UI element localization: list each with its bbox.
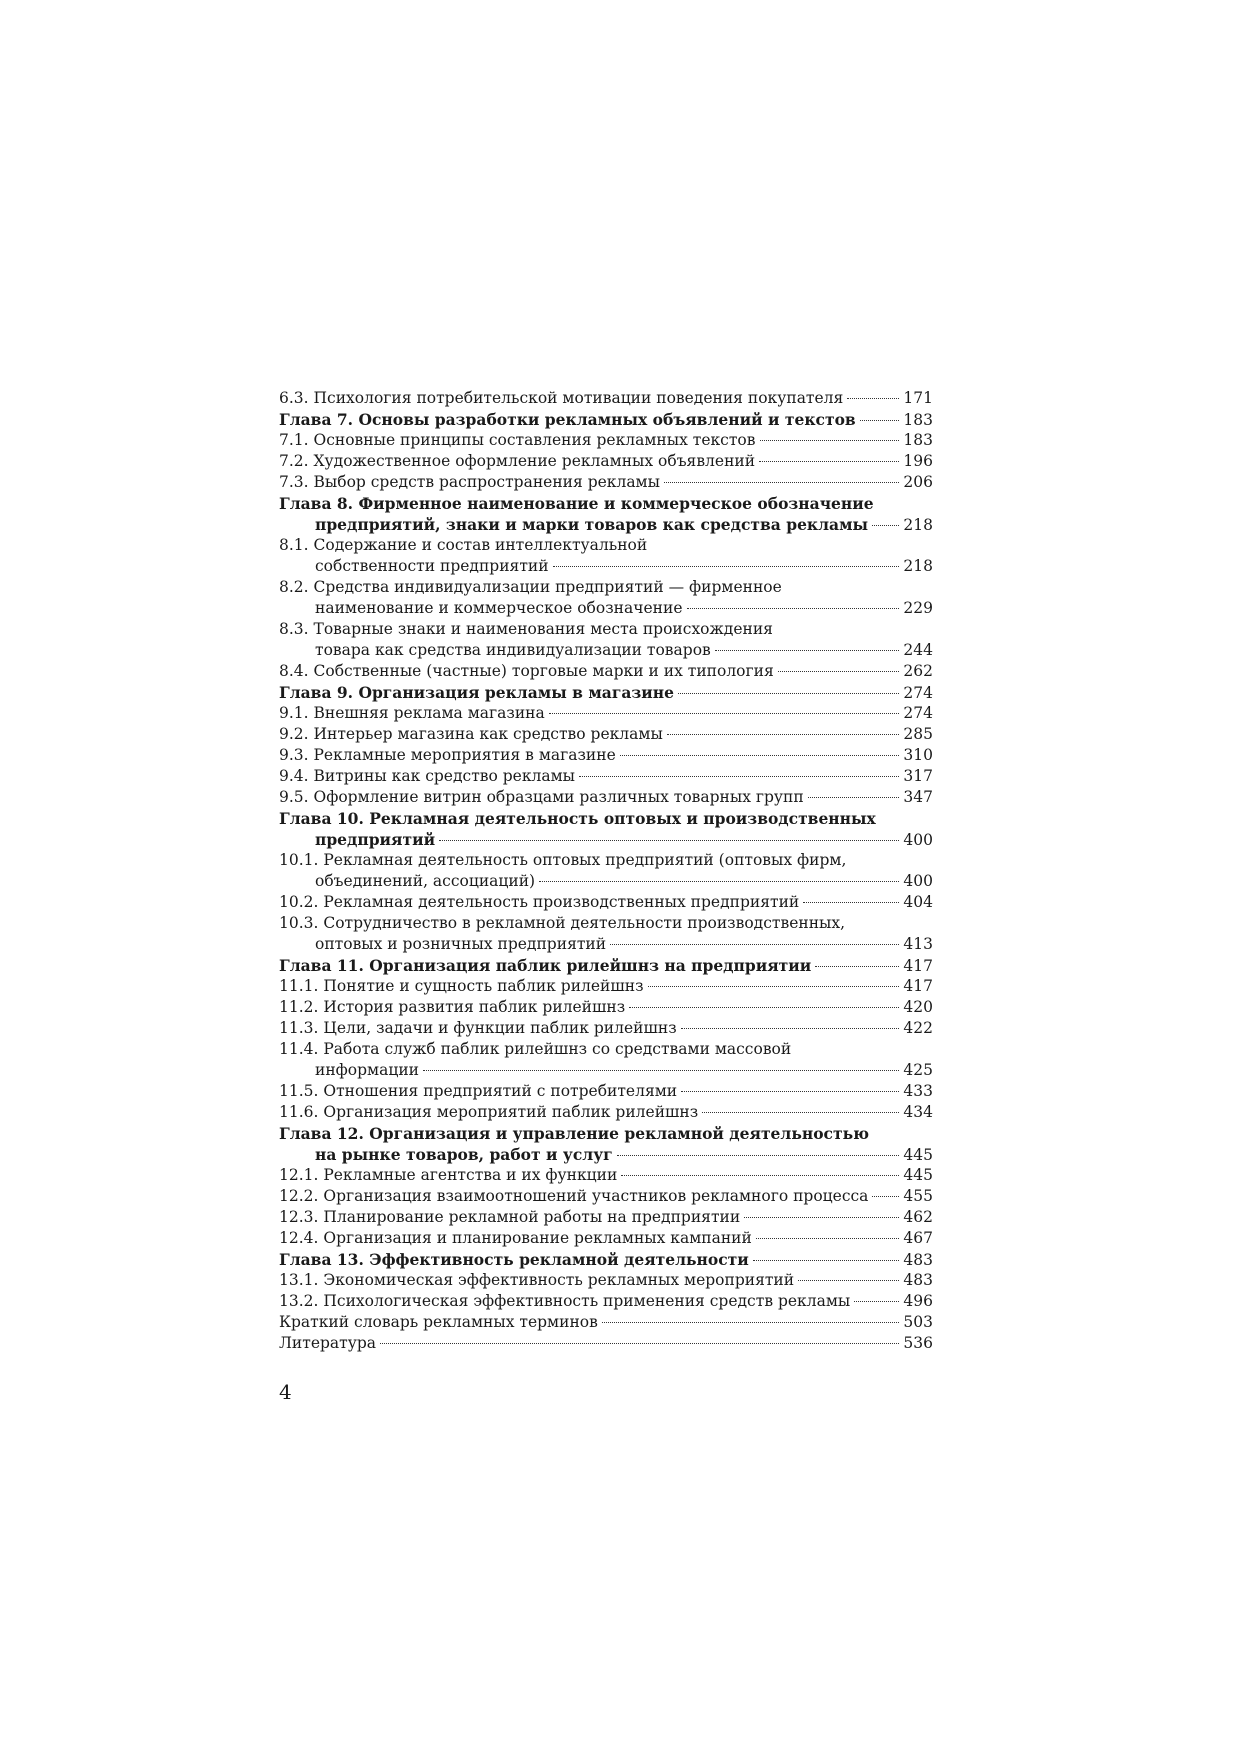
toc-entry-line: [279, 703, 933, 724]
toc-entry-title: 11.3. Цели, задачи и функции паблик рилейшнз: [279, 1019, 677, 1037]
toc-section-entry: [279, 1039, 933, 1081]
toc-entry-line: [279, 997, 933, 1018]
toc-chapter-entry: [279, 409, 933, 430]
toc-section-entry: [279, 1291, 933, 1312]
toc-entry-title: объединений, ассоциаций): [315, 872, 536, 890]
toc-section-entry: [279, 997, 933, 1018]
toc-page-number: 445: [903, 1166, 933, 1184]
toc-entry-line: [279, 787, 933, 808]
dot-leader: [753, 1260, 900, 1261]
toc-entry-line: [279, 514, 933, 535]
toc-entry-title: 12.3. Планирование рекламной работы на предприятии: [279, 1208, 741, 1226]
toc-entry-title: 6.3. Психология потребительской мотивации поведения покупателя: [279, 389, 844, 407]
dot-leader: [860, 420, 900, 421]
toc-section-entry: [279, 766, 933, 787]
dot-leader: [744, 1217, 899, 1218]
toc-entry-line: [279, 1207, 933, 1228]
dot-leader: [549, 713, 900, 714]
toc-section-entry: [279, 703, 933, 724]
toc-page-number: 244: [903, 641, 933, 659]
toc-entry-line: [279, 640, 933, 661]
toc-entry-line: [279, 409, 933, 430]
toc-entry-line: [279, 556, 933, 577]
toc-entry-title: 10.1. Рекламная деятельность оптовых предприятий (оптовых фирм,: [279, 851, 847, 869]
toc-entry-line: [279, 724, 933, 745]
toc-entry-title: Краткий словарь рекламных терминов: [279, 1313, 598, 1331]
dot-leader: [808, 797, 900, 798]
toc-entry-title: 12.1. Рекламные агентства и их функции: [279, 1166, 618, 1184]
toc-page-number: 274: [903, 684, 933, 702]
toc-page-number: 413: [903, 935, 933, 953]
toc-page-number: 496: [903, 1292, 933, 1310]
toc-entry-line: [279, 955, 933, 976]
toc-entry-line: [279, 1018, 933, 1039]
toc-page-number: 455: [903, 1187, 933, 1205]
toc-chapter-entry: [279, 682, 933, 703]
toc-section-entry: [279, 724, 933, 745]
toc-entry-title: 12.2. Организация взаимоотношений участников рекламного процесса: [279, 1187, 869, 1205]
dot-leader: [621, 1175, 899, 1176]
page-number: 4: [279, 1380, 292, 1404]
toc-page-number: 417: [903, 977, 933, 995]
toc-entry-line: [279, 1228, 933, 1249]
toc-page-number: 310: [903, 746, 933, 764]
dot-leader: [798, 1280, 899, 1281]
toc-entry-line: [279, 808, 933, 829]
dot-leader: [803, 902, 899, 903]
toc-section-entry: [279, 472, 933, 493]
toc-entry-title: 10.2. Рекламная деятельность производственных предприятий: [279, 893, 800, 911]
toc-entry-line: [279, 1123, 933, 1144]
toc-entry-title: 12.4. Организация и планирование рекламных кампаний: [279, 1229, 752, 1247]
toc-entry-line: [279, 535, 933, 556]
toc-page-number: 229: [903, 599, 933, 617]
toc-page-number: 433: [903, 1082, 933, 1100]
toc-page-number: 483: [903, 1251, 933, 1269]
toc-entry-title: предприятий, знаки и марки товаров как средства рекламы: [315, 515, 869, 534]
toc-page-number: 536: [903, 1334, 933, 1352]
toc-page-number: 400: [903, 872, 933, 890]
toc-page-number: 196: [903, 452, 933, 470]
toc-entry-title: 8.1. Содержание и состав интеллектуальной: [279, 536, 648, 554]
toc-entry-title: 7.3. Выбор средств распространения рекламы: [279, 473, 660, 491]
toc-entry-title: 8.2. Средства индивидуализации предприятий — фирменное: [279, 578, 782, 596]
toc-section-entry: [279, 1186, 933, 1207]
dot-leader: [539, 881, 899, 882]
dot-leader: [610, 944, 899, 945]
toc-entry-line: [279, 1102, 933, 1123]
toc-section-entry: [279, 1102, 933, 1123]
toc-section-entry: [279, 661, 933, 682]
toc-section-entry: [279, 451, 933, 472]
toc-section-entry: [279, 787, 933, 808]
toc-page-number: 285: [903, 725, 933, 743]
toc-entry-line: [279, 1060, 933, 1081]
toc-page-number: 462: [903, 1208, 933, 1226]
toc-page-number: 183: [903, 411, 933, 429]
toc-page-number: 206: [903, 473, 933, 491]
toc-section-entry: [279, 1270, 933, 1291]
dot-leader: [759, 461, 899, 462]
toc-entry-title: Глава 10. Рекламная деятельность оптовых и производственных: [279, 809, 876, 828]
toc-entry-title: оптовых и розничных предприятий: [315, 935, 607, 953]
toc-section-entry: [279, 1165, 933, 1186]
toc-entry-title: 10.3. Сотрудничество в рекламной деятельности производственных,: [279, 914, 846, 932]
toc-page-number: 404: [903, 893, 933, 911]
dot-leader: [423, 1070, 899, 1071]
toc-entry-line: [279, 1249, 933, 1270]
toc-entry-line: [279, 850, 933, 871]
toc-entry-line: [279, 829, 933, 850]
toc-section-entry: [279, 913, 933, 955]
dot-leader: [667, 734, 900, 735]
toc-entry-line: [279, 1081, 933, 1102]
toc-entry-line: [279, 388, 933, 409]
toc-entry-title: Глава 13. Эффективность рекламной деятельности: [279, 1250, 749, 1269]
dot-leader: [579, 776, 899, 777]
toc-entry-line: [279, 577, 933, 598]
toc-chapter-entry: [279, 1123, 933, 1165]
dot-leader: [854, 1301, 899, 1302]
dot-leader: [629, 1007, 899, 1008]
toc-section-entry: [279, 850, 933, 892]
dot-leader: [872, 1196, 899, 1197]
dot-leader: [756, 1238, 900, 1239]
toc-entry-title: Литература: [279, 1334, 377, 1352]
dot-leader: [648, 986, 900, 987]
dot-leader: [617, 1155, 900, 1156]
toc-entry-title: Глава 9. Организация рекламы в магазине: [279, 683, 674, 702]
toc-section-entry: [279, 577, 933, 619]
toc-entry-title: 11.4. Работа служб паблик рилейшнз со средствами массовой: [279, 1040, 792, 1058]
toc-section-entry: [279, 1228, 933, 1249]
toc-page-number: 445: [903, 1146, 933, 1164]
toc-entry-title: 11.2. История развития паблик рилейшнз: [279, 998, 626, 1016]
toc-entry-title: 11.1. Понятие и сущность паблик рилейшнз: [279, 977, 644, 995]
toc-entry-title: 9.3. Рекламные мероприятия в магазине: [279, 746, 616, 764]
dot-leader: [602, 1322, 900, 1323]
toc-page-number: 171: [903, 389, 933, 407]
toc-entry-title: 9.1. Внешняя реклама магазина: [279, 704, 545, 722]
toc-page-number: 183: [903, 431, 933, 449]
toc-section-entry: [279, 1333, 933, 1354]
toc-entry-title: 13.1. Экономическая эффективность рекламных мероприятий: [279, 1271, 795, 1289]
toc-section-entry: [279, 1312, 933, 1333]
dot-leader: [778, 671, 900, 672]
toc-page-number: 503: [903, 1313, 933, 1331]
toc-page-number: 425: [903, 1061, 933, 1079]
toc-entry-line: [279, 598, 933, 619]
toc-entry-line: [279, 745, 933, 766]
toc-entry-line: [279, 913, 933, 934]
dot-leader: [681, 1028, 900, 1029]
dot-leader: [664, 482, 899, 483]
toc-entry-title: товара как средства индивидуализации товаров: [315, 641, 711, 659]
toc-entry-title: 11.5. Отношения предприятий с потребителями: [279, 1082, 678, 1100]
toc-entry-title: предприятий: [315, 830, 436, 849]
table-of-contents: [279, 388, 933, 1354]
toc-entry-title: Глава 11. Организация паблик рилейшнз на предприятии: [279, 956, 812, 975]
toc-entry-title: Глава 7. Основы разработки рекламных объявлений и текстов: [279, 410, 856, 429]
dot-leader: [687, 608, 900, 609]
toc-page-number: 434: [903, 1103, 933, 1121]
toc-entry-line: [279, 493, 933, 514]
toc-chapter-entry: [279, 493, 933, 535]
toc-page-number: 317: [903, 767, 933, 785]
dot-leader: [872, 525, 899, 526]
toc-entry-title: наименование и коммерческое обозначение: [315, 599, 683, 617]
dot-leader: [678, 693, 899, 694]
toc-section-entry: [279, 388, 933, 409]
toc-entry-line: [279, 871, 933, 892]
toc-section-entry: [279, 745, 933, 766]
toc-entry-line: [279, 661, 933, 682]
toc-page-number: 262: [903, 662, 933, 680]
dot-leader: [702, 1112, 899, 1113]
dot-leader: [760, 440, 900, 441]
toc-section-entry: [279, 430, 933, 451]
dot-leader: [620, 755, 900, 756]
toc-entry-line: [279, 766, 933, 787]
toc-page-number: 274: [903, 704, 933, 722]
toc-entry-title: на рынке товаров, работ и услуг: [315, 1145, 613, 1164]
toc-entry-title: 9.5. Оформление витрин образцами различных товарных групп: [279, 788, 804, 806]
toc-entry-line: [279, 1291, 933, 1312]
toc-entry-line: [279, 1270, 933, 1291]
toc-entry-line: [279, 892, 933, 913]
toc-entry-title: 7.1. Основные принципы составления рекламных текстов: [279, 431, 756, 449]
toc-section-entry: [279, 535, 933, 577]
toc-entry-line: [279, 1186, 933, 1207]
toc-chapter-entry: [279, 808, 933, 850]
toc-entry-line: [279, 976, 933, 997]
toc-section-entry: [279, 1207, 933, 1228]
toc-chapter-entry: [279, 955, 933, 976]
dot-leader: [681, 1091, 899, 1092]
toc-page-number: 218: [903, 557, 933, 575]
toc-page-number: 417: [903, 957, 933, 975]
toc-entry-title: Глава 12. Организация и управление рекламной деятельностью: [279, 1124, 869, 1143]
toc-page-number: 347: [903, 788, 933, 806]
toc-entry-line: [279, 1333, 933, 1354]
toc-page-number: 422: [903, 1019, 933, 1037]
toc-entry-title: собственности предприятий: [315, 557, 549, 575]
toc-entry-line: [279, 934, 933, 955]
dot-leader: [439, 840, 899, 841]
toc-section-entry: [279, 892, 933, 913]
dot-leader: [715, 650, 900, 651]
toc-entry-line: [279, 682, 933, 703]
toc-entry-title: 8.3. Товарные знаки и наименования места происхождения: [279, 620, 773, 638]
toc-entry-title: 8.4. Собственные (частные) торговые марки и их типология: [279, 662, 774, 680]
toc-chapter-entry: [279, 1249, 933, 1270]
toc-section-entry: [279, 976, 933, 997]
toc-entry-line: [279, 430, 933, 451]
toc-page-number: 400: [903, 831, 933, 849]
toc-entry-line: [279, 1165, 933, 1186]
toc-page-number: 483: [903, 1271, 933, 1289]
toc-entry-line: [279, 1312, 933, 1333]
toc-page-number: 467: [903, 1229, 933, 1247]
toc-entry-title: информации: [315, 1061, 419, 1079]
toc-entry-title: 11.6. Организация мероприятий паблик рилейшнз: [279, 1103, 699, 1121]
toc-entry-title: 7.2. Художественное оформление рекламных объявлений: [279, 452, 756, 470]
toc-entry-title: Глава 8. Фирменное наименование и коммерческое обозначение: [279, 494, 874, 513]
toc-section-entry: [279, 1081, 933, 1102]
toc-section-entry: [279, 1018, 933, 1039]
toc-entry-line: [279, 1144, 933, 1165]
dot-leader: [815, 966, 899, 967]
toc-section-entry: [279, 619, 933, 661]
dot-leader: [847, 398, 899, 399]
dot-leader: [380, 1343, 899, 1344]
toc-entry-title: 13.2. Психологическая эффективность применения средств рекламы: [279, 1292, 851, 1310]
toc-page-number: 218: [903, 516, 933, 534]
dot-leader: [553, 566, 900, 567]
toc-entry-line: [279, 619, 933, 640]
toc-entry-line: [279, 451, 933, 472]
toc-page-number: 420: [903, 998, 933, 1016]
toc-entry-title: 9.4. Витрины как средство рекламы: [279, 767, 576, 785]
toc-entry-line: [279, 1039, 933, 1060]
toc-entry-title: 9.2. Интерьер магазина как средство рекламы: [279, 725, 663, 743]
toc-entry-line: [279, 472, 933, 493]
